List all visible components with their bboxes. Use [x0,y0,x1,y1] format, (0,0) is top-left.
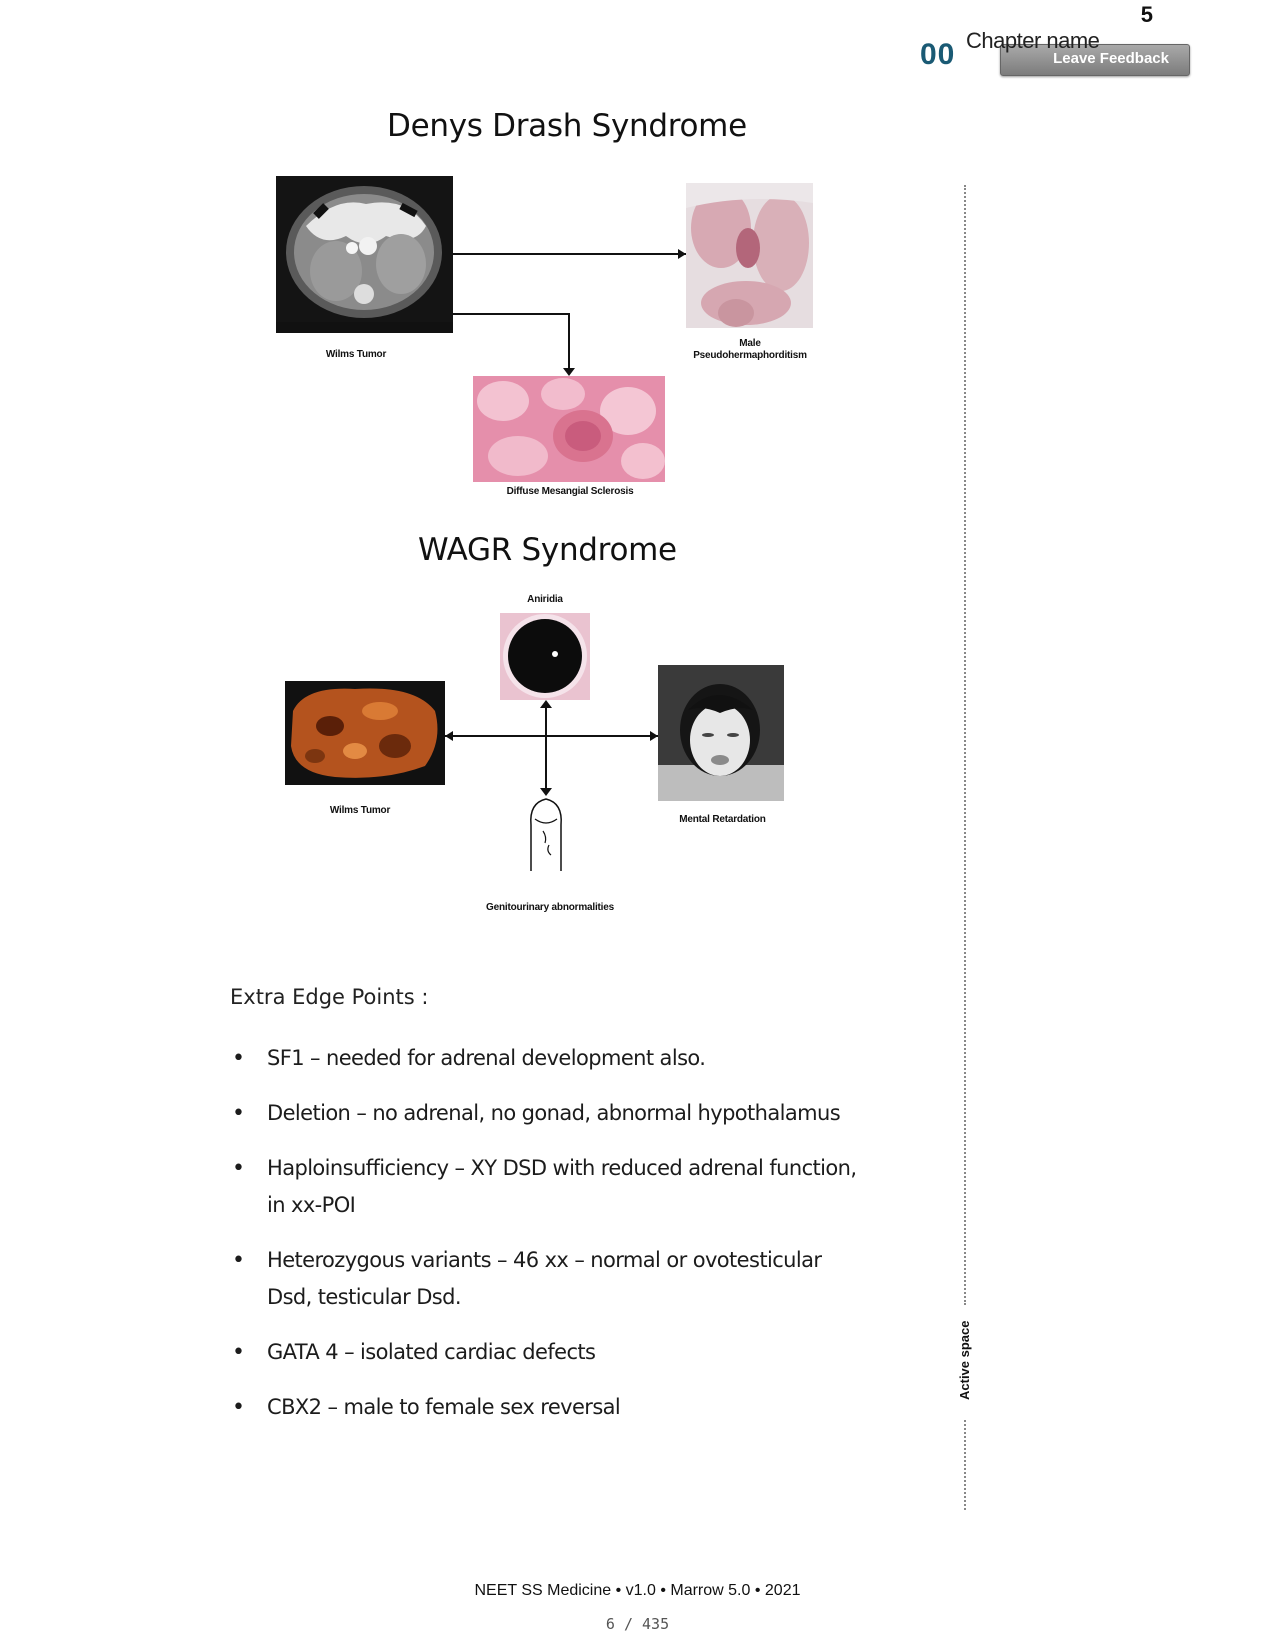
page-number: 5 [1140,2,1153,27]
caption-genitourinary: Genitourinary abnormalities [486,902,614,913]
wagr-title: WAGR Syndrome [418,532,677,568]
caption-aniridia: Aniridia [527,594,563,605]
arrowhead-right-icon [678,249,687,259]
connector-horizontal [445,735,658,737]
list-item: • SF1 – needed for adrenal development also. [232,1046,706,1071]
connector-vertical [545,703,547,793]
caption-wilms-tumor-wagr: Wilms Tumor [329,805,391,816]
caption-diffuse-mesangial-sclerosis: Diffuse Mesangial Sclerosis [506,486,634,497]
list-item: • Deletion – no adrenal, no gonad, abnormal hypothalamus [232,1101,841,1126]
page-counter: 6 / 435 [605,1615,670,1633]
chapter-number: 00 [920,38,956,71]
denys-drash-title: Denys Drash Syndrome [387,108,747,144]
connector-wilms-to-male [453,253,686,255]
arrowhead-left-icon [445,731,453,741]
caption-wilms-tumor-dd: Wilms Tumor [325,349,387,360]
arrowhead-down-icon [563,368,575,377]
caption-male-line1: Male [739,338,761,349]
arrowhead-down-icon [540,788,552,796]
male-pseudohermaphroditism-image [686,183,813,328]
notes-heading: Extra Edge Points : [230,985,429,1009]
list-item: • Haploinsufficiency – XY DSD with reduced adrenal function, in xx-POI [232,1156,857,1217]
notes-list [230,1040,870,1444]
connector-wilms-to-diffuse-v [568,313,570,373]
connector-wilms-to-diffuse-h [453,313,569,315]
footer-text: NEET SS Medicine • v1.0 • Marrow 5.0 • 2021 [474,1582,801,1599]
aniridia-eye-image [500,613,590,700]
margin-divider-top [964,185,966,1305]
diffuse-mesangial-sclerosis-image [473,376,665,482]
genitourinary-drawing-icon [521,795,571,873]
list-item: • GATA 4 – isolated cardiac defects [232,1340,596,1365]
wilms-tumor-specimen-image [285,681,445,785]
arrowhead-right-icon [650,731,658,741]
list-item: • Heterozygous variants – 46 xx – normal or ovotesticular Dsd, testicular Dsd. [232,1248,822,1309]
mental-retardation-image [658,665,784,801]
arrowhead-up-icon [540,700,552,708]
list-item: • CBX2 – male to female sex reversal [232,1395,621,1420]
margin-divider-bottom [964,1420,966,1510]
active-space-label[interactable]: Active space [957,1320,972,1400]
wilms-tumor-ct-image [276,176,453,333]
caption-male-line2: Pseudohermaphorditism [693,350,807,361]
caption-mental-retardation: Mental Retardation [679,814,766,825]
chapter-name: Chapter name [966,28,1100,53]
leave-feedback-button[interactable]: Leave Feedback [1000,44,1190,76]
caption-male-pseudohermaphroditism [670,338,830,362]
